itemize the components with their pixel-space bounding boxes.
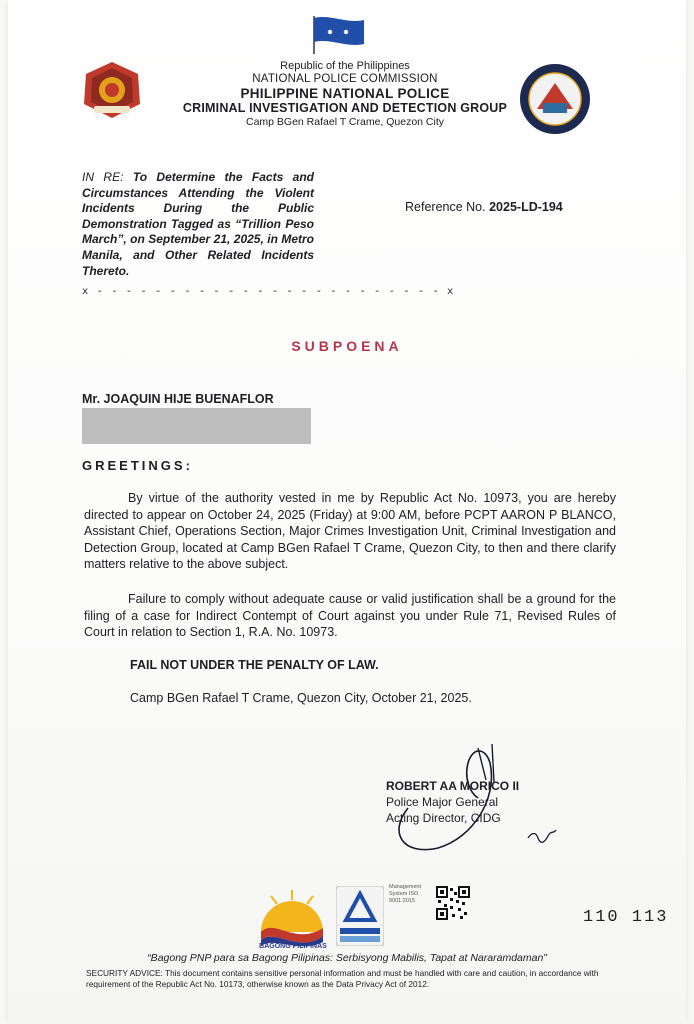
address-line: Camp BGen Rafael T Crame, Quezon City xyxy=(245,115,445,128)
group-line: CRIMINAL INVESTIGATION AND DETECTION GROUP xyxy=(182,101,508,116)
security-advice xyxy=(86,968,616,990)
pnp-motto: “Bagong PNP para sa Bagong Pilipinas: Serbisyong Mabilis, Tapat at Nararamdaman” xyxy=(147,952,547,964)
republic-line: Republic of the Philippines xyxy=(280,60,410,72)
penalty-warning: FAIL NOT UNDER THE PENALTY OF LAW. xyxy=(130,658,379,672)
qr-code-icon xyxy=(436,886,470,920)
signatory-position: Acting Director, CIDG xyxy=(386,811,501,826)
agency-line: PHILIPPINE NATIONAL POLICE xyxy=(240,85,450,101)
tuv-rheinland-logo xyxy=(336,886,384,946)
reference-label: Reference No. xyxy=(405,200,486,214)
letterhead xyxy=(150,60,540,128)
commission-line: NATIONAL POLICE COMMISSION xyxy=(252,72,438,85)
pnp-flag-icon xyxy=(306,14,366,54)
pnp-seal-icon xyxy=(80,60,144,120)
greetings-heading: GREETINGS: xyxy=(82,458,193,473)
reference-value: 2025-LD-194 xyxy=(489,200,563,214)
case-separator: x - - - - - - - - - - - - - - - - - - - - - - - - x xyxy=(82,286,455,298)
place-and-date: Camp BGen Rafael T Crame, Quezon City, October 21, 2025. xyxy=(130,691,472,705)
in-re-subject: To Determine the Facts and Circumstances Attending the Violent Incidents During the Public Demonstration Tagged as “Trillion Peso March”, on September 21, 2025, in Metro Manila, and Other Related Incidents Thereto. xyxy=(82,170,314,278)
in-re-block xyxy=(82,170,314,279)
cidg-seal-icon xyxy=(519,63,591,135)
signatory-name: ROBERT AA MORICO II xyxy=(386,779,520,793)
in-re-label: IN RE: xyxy=(82,170,124,184)
security-advice-label: SECURITY ADVICE: xyxy=(86,968,163,978)
addressee-name: Mr. JOAQUIN HIJE BUENAFLOR xyxy=(82,392,274,406)
security-advice-text: This document contains sensitive personal information and must be handled with care and caution, in accordance with requirement of the Republic Act No. 10173, otherwise known as the Data Privacy Act of 2012. xyxy=(86,968,599,990)
document-control-number: 110 113 xyxy=(583,908,669,927)
signatory-rank: Police Major General xyxy=(386,795,499,810)
management-system-label: Management System ISO 9001:2015 xyxy=(389,884,422,905)
redacted-address xyxy=(82,408,311,444)
contempt-paragraph: Failure to comply without adequate cause or valid justification shall be a ground for the filing of a case for Indirect Contempt of Court against you under Rule 71, Revised Rules of Court in relation to Section 1, R.A. No. 10973. xyxy=(84,592,616,639)
bagong-pilipinas-label: BAGONG PILIPINAS xyxy=(259,943,327,950)
reference-number xyxy=(405,200,563,214)
document-title: SUBPOENA xyxy=(291,338,403,354)
signatory-block xyxy=(386,778,519,827)
directive-paragraph: By virtue of the authority vested in me by Republic Act No. 10973, you are hereby directed to appear on October 24, 2025 (Friday) at 9:00 AM, before PCPT AARON P BLANCO, Assistant Chief, Operations Section, Major Crimes Investigation Unit, Criminal Investigation and Detection Group, located at Camp BGen Rafael T Crame, Quezon City, to then and there clarify matters relative to the above subject. xyxy=(84,491,616,571)
